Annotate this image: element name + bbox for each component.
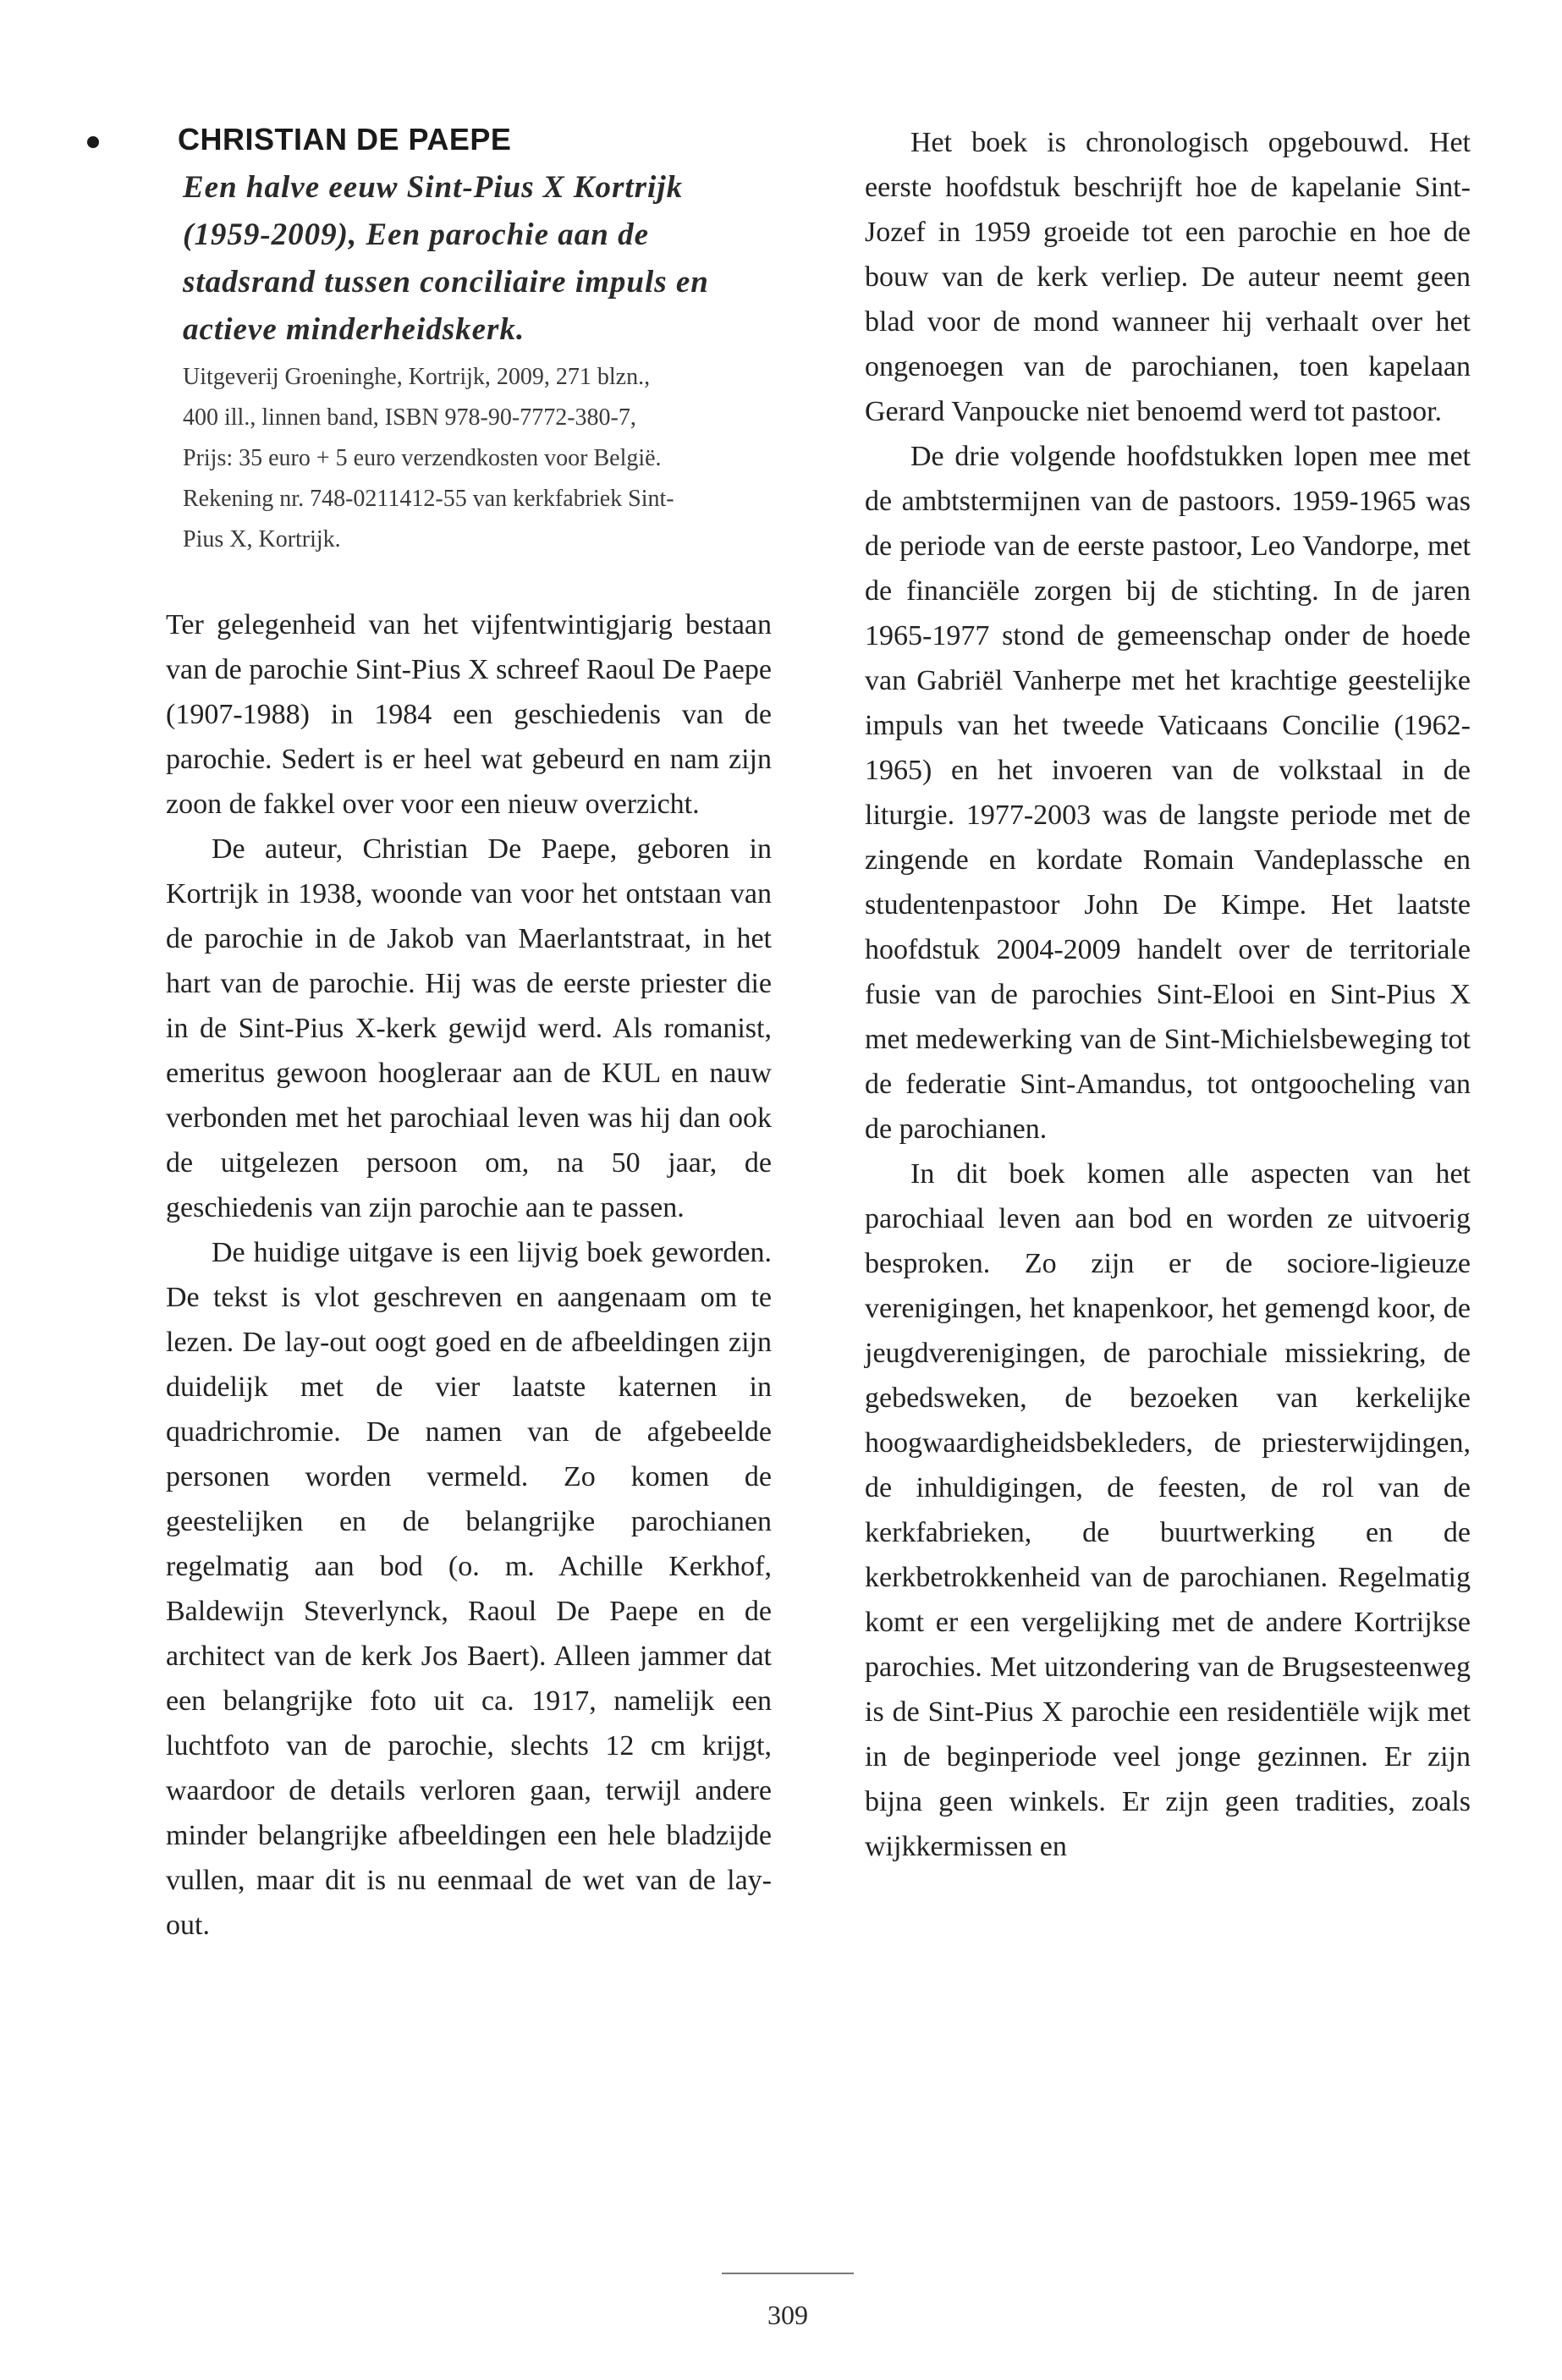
publication-line: Prijs: 35 euro + 5 euro verzendkosten voor België. bbox=[183, 445, 662, 471]
body-paragraph: De huidige uitgave is een lijvig boek geworden. De tekst is vlot geschreven en aangenaam om te lezen. De lay-out oogt goed en de afbeeldingen zijn duidelijk met de vier laatste katernen in quadrichromie. De namen van de afgebeelde personen worden vermeld. Zo komen de geestelijken en de belangrijke parochianen regelmatig aan bod (o. m. Achille Kerkhof, Baldewijn Steverlynck, Raoul De Paepe en de architect van de kerk Jos Baert). Alleen jammer dat een belangrijke foto uit ca. 1917, namelijk een luchtfoto van de parochie, slechts 12 cm krijgt, waardoor de details verloren gaan, terwijl andere minder belangrijke afbeeldingen een hele bladzijde vullen, maar dit is nu eenmaal de wet van de lay-out. bbox=[166, 1237, 772, 1941]
publication-line: Pius X, Kortrijk. bbox=[183, 526, 341, 552]
page-number: 309 bbox=[767, 2300, 808, 2330]
publication-details bbox=[183, 357, 772, 560]
body-paragraph: De drie volgende hoofdstukken lopen mee met de ambtstermijnen van de pastoors. 1959-1965 was de periode van de eerste pastoor, Leo Vandorpe, met de financiële zorgen bij de stichting. In de jaren 1965-1977 stond de gemeenschap onder de hoede van Gabriël Vanherpe met het krachtige geestelijke impuls van het tweede Vaticaans Concilie (1962-1965) en het invoeren van de volkstaal in de liturgie. 1977-2003 was de langste periode met de zingende en kordate Romain Vandeplassche en studentenpastoor John De Kimpe. Het laatste hoofdstuk 2004-2009 handelt over de territoriale fusie van de parochies Sint-Elooi en Sint-Pius X met medewerking van de Sint-Michielsbeweging tot de federatie Sint-Amandus, tot ontgoocheling van de parochianen. bbox=[865, 441, 1471, 1145]
body-paragraph: Het boek is chronologisch opgebouwd. Het eerste hoofdstuk beschrijft hoe de kapelanie Sint-Jozef in 1959 groeide tot een parochie en hoe de bouw van de kerk verliep. De auteur neemt geen blad voor de mond wanneer hij verhaalt over het ongenoegen van de parochianen, toen kapelaan Gerard Vanpoucke niet benoemd werd tot pastoor. bbox=[865, 127, 1471, 427]
review-book-title: Een halve eeuw Sint-Pius X Kortrijk (1959-2009), Een parochie aan de stadsrand tussen conciliaire impuls en actieve minderheidskerk. bbox=[183, 170, 709, 347]
body-paragraph: In dit boek komen alle aspecten van het parochiaal leven aan bod en worden ze uitvoerig besproken. Zo zijn er de sociore-ligieuze verenigingen, het knapenkoor, het gemengd koor, de jeugdverenigingen, de parochiale missiekring, de gebedsweken, de bezoeken van kerkelijke hoogwaardigheidsbekleders, de priesterwijdingen, de inhuldigingen, de feesten, de rol van de kerkfabrieken, de buurtwerking en de kerkbetrokkenheid van de parochianen. Regelmatig komt er een vergelijking met de andere Kortrijkse parochies. Met uitzondering van de Brugsesteenweg is de Sint-Pius X parochie een residentiële wijk met in de beginperiode veel jonge gezinnen. Er zijn bijna geen winkels. Er zijn geen tradities, zoals wijkkermissen en bbox=[865, 1158, 1471, 1862]
body-paragraph: Ter gelegenheid van het vijfentwintigjarig bestaan van de parochie Sint-Pius X schreef Raoul De Paepe (1907-1988) in 1984 een geschiedenis van de parochie. Sedert is er heel wat gebeurd en nam zijn zoon de fakkel over voor een nieuw overzicht. bbox=[166, 609, 772, 820]
bullet-marker bbox=[87, 136, 99, 148]
review-author-heading: CHRISTIAN DE PAEPE bbox=[178, 122, 512, 157]
publication-line: Uitgeverij Groeninghe, Kortrijk, 2009, 271 blzn., bbox=[183, 364, 651, 390]
body-paragraph: De auteur, Christian De Paepe, geboren in Kortrijk in 1938, woonde van voor het ontstaan van de parochie in de Jakob van Maerlantstraat, in het hart van de parochie. Hij was de eerste priester die in de Sint-Pius X-kerk gewijd werd. Als romanist, emeritus gewoon hoogleraar aan de KUL en nauw verbonden met het parochiaal leven was hij dan ook de uitgelezen persoon om, na 50 jaar, de geschiedenis van zijn parochie aan te passen. bbox=[166, 833, 772, 1223]
right-column bbox=[865, 120, 1471, 1869]
footer-rule bbox=[722, 2273, 854, 2274]
publication-line: 400 ill., linnen band, ISBN 978-90-7772-380-7, bbox=[183, 404, 636, 431]
publication-line: Rekening nr. 748-0211412-55 van kerkfabriek Sint- bbox=[183, 486, 674, 512]
left-column bbox=[166, 120, 772, 1948]
